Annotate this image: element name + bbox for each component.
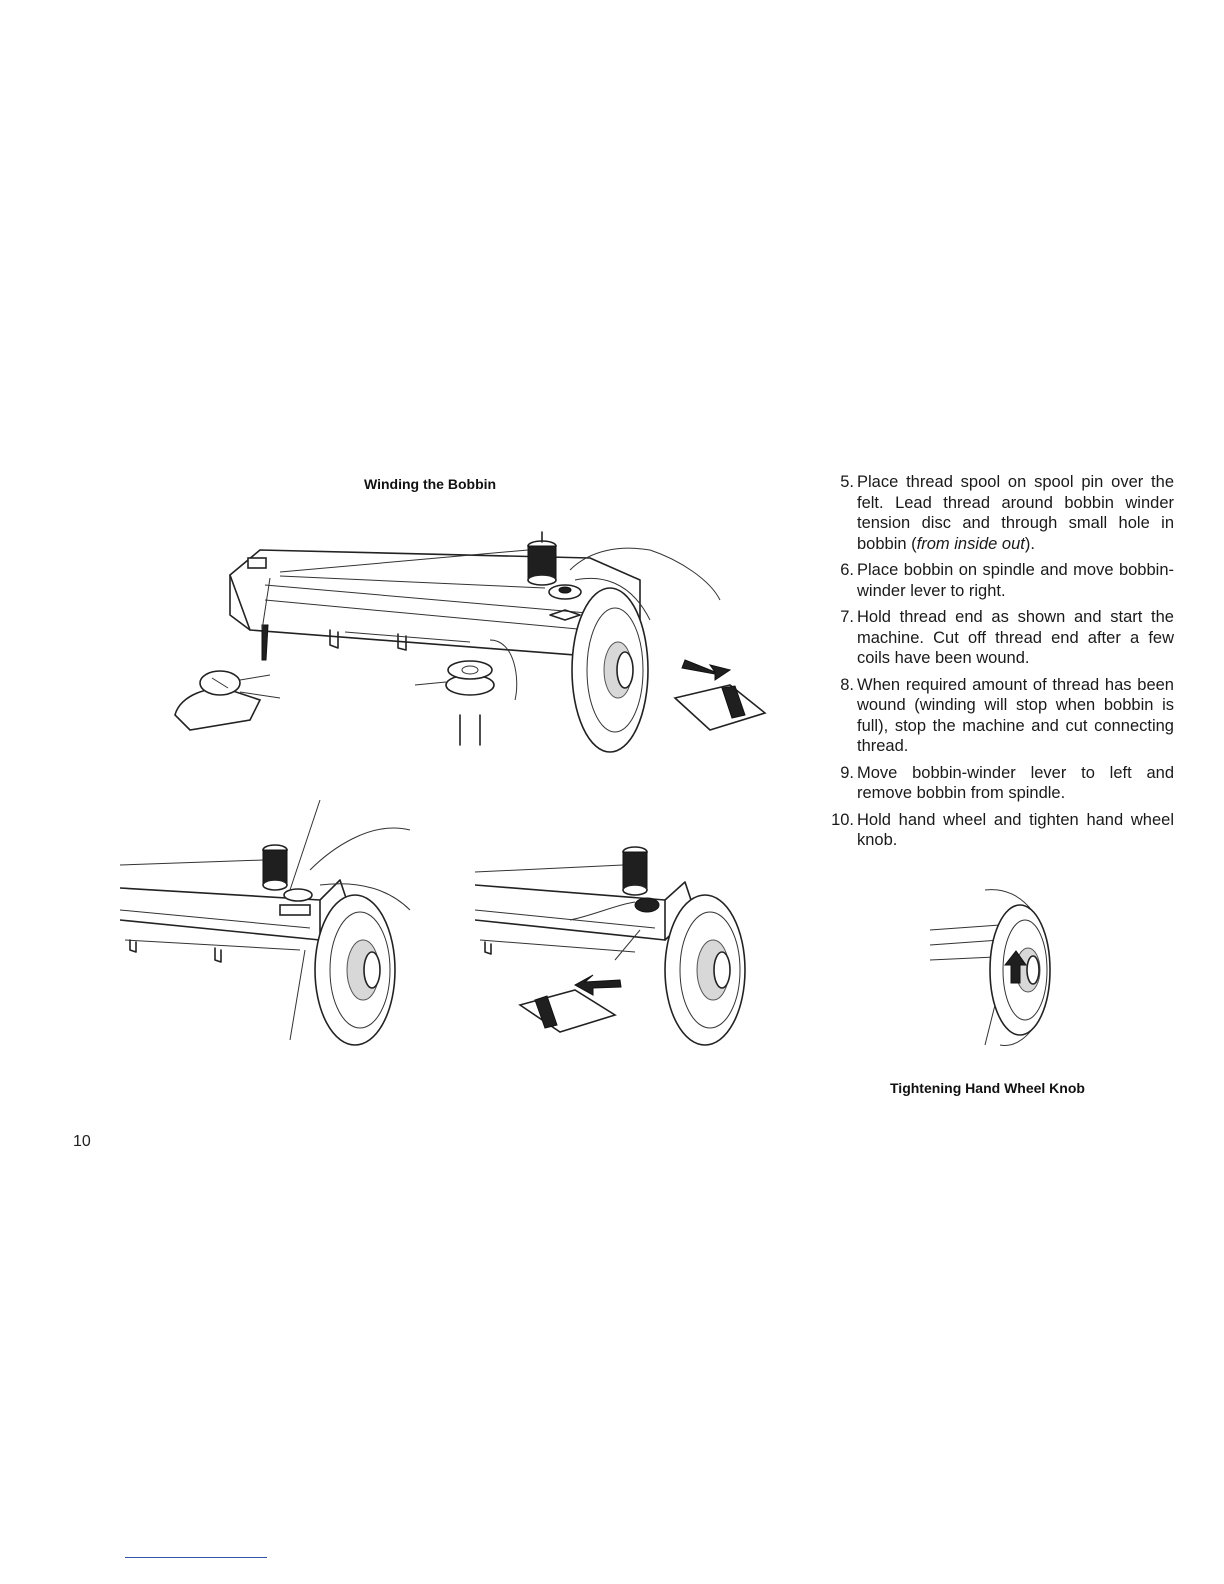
arrow-left-icon	[575, 975, 621, 995]
list-item	[826, 560, 1174, 601]
figure-tighten-knob	[925, 885, 1065, 1055]
instruction-steps	[826, 472, 1174, 857]
list-item	[826, 472, 1174, 554]
step-text: Hold hand wheel and tighten hand wheel knob.	[857, 810, 1174, 849]
thread-path	[262, 550, 545, 630]
arrow-right-icon	[682, 660, 730, 680]
step-text: When required amount of thread has been wound (winding will stop when bobbin is full), stop the machine and cut connecting thread.	[857, 675, 1174, 755]
list-item	[826, 810, 1174, 851]
section-title: Winding the Bobbin	[364, 476, 497, 492]
thread-spool-icon	[263, 845, 287, 890]
step-number: 10.	[831, 810, 854, 829]
step-number: 8.	[840, 675, 854, 694]
lever-right-icon	[675, 685, 765, 730]
step-number: 9.	[840, 763, 854, 782]
bobbin-winder-detail	[549, 585, 581, 620]
lever-left-icon	[520, 990, 615, 1032]
figure-winding-overview	[170, 520, 770, 760]
tension-disc-detail	[175, 671, 280, 730]
step-number: 5.	[840, 473, 854, 491]
figure-caption: Tightening Hand Wheel Knob	[890, 1080, 1085, 1096]
hand-wheel-icon	[572, 588, 648, 752]
footer-rule	[125, 1557, 267, 1558]
step-text: Place thread spool on spool pin over the felt. Lead thread around bobbin winder tension disc and through small hole in bobbin (	[857, 473, 1174, 553]
step-number: 6.	[840, 561, 854, 579]
step-emphasis: from inside out	[916, 534, 1025, 553]
thread-spool-icon	[623, 847, 647, 895]
bobbin-on-spindle-detail	[415, 640, 517, 745]
list-item	[826, 675, 1174, 757]
hand-wheel-icon	[315, 895, 395, 1045]
step-text-end: ).	[1024, 534, 1035, 553]
figure-lever-left	[475, 820, 775, 1050]
step-text: Place bobbin on spindle and move bobbin-winder lever to right.	[857, 561, 1174, 600]
step-text: Move bobbin-winder lever to left and remove bobbin from spindle.	[857, 763, 1174, 802]
figure-hold-thread-end	[120, 800, 420, 1050]
thread-spool-icon	[528, 532, 556, 585]
hand-wheel-icon	[665, 895, 745, 1045]
page-number: 10	[73, 1133, 91, 1150]
list-item	[826, 763, 1174, 804]
step-text: Hold thread end as shown and start the machine. Cut off thread end after a few coils have been wound.	[857, 608, 1174, 667]
list-item	[826, 607, 1174, 669]
step-number: 7.	[840, 608, 854, 626]
